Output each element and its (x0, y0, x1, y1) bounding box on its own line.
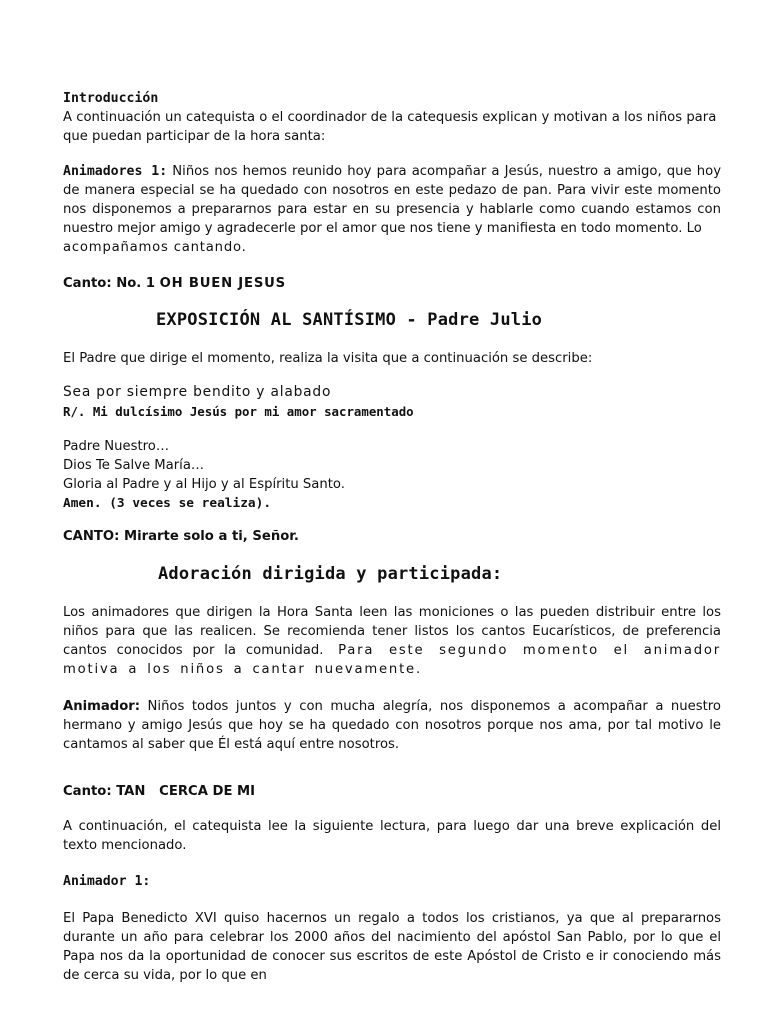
exposicion-verse-block (63, 383, 721, 421)
intro-section (63, 89, 721, 146)
canto3-line: Canto: TAN CERCA DE MI (63, 784, 256, 799)
adoracion-text: Los animadores que dirigen la Hora Santa leen las moniciones o las pueden distribuir entre los niños para que las realicen. Se recomienda tener listos los cantos Eucarísticos, de preferencia cantos conocidos por la comunidad. (63, 605, 721, 658)
adoracion-text-spaced: Para este segundo momento el animador motiva a los niños a cantar nuevamente. (63, 643, 721, 677)
benedicto-paragraph: El Papa Benedicto XVI quiso hacernos un regalo a todos los cristianos, ya que al prepararnos durante un año para celebrar los 2000 años del nacimiento del apóstol San Pablo, por lo que el Papa nos da la oportunidad de conocer sus escritos de este Apóstol de Cristo e ir conociendo más de cerca su vida, por lo que en (63, 911, 721, 983)
canto1-label: Canto: No. 1 (63, 276, 160, 291)
canto2-line: CANTO: Mirarte solo a ti, Señor. (63, 529, 299, 544)
animadores1-label: Animadores 1: (63, 164, 168, 179)
intro-title: Introducción (63, 91, 159, 106)
canto1-title: OH BUEN JESUS (159, 276, 286, 291)
exposicion-verse: Sea por siempre bendito y alabado (63, 384, 332, 400)
animador-label: Animador: (63, 699, 141, 714)
prayers-block (63, 437, 721, 513)
exposicion-heading: EXPOSICIÓN AL SANTÍSIMO - Padre Julio (156, 310, 543, 330)
lectura-paragraph: A continuación, el catequista lee la siguiente lectura, para luego dar una breve explicación del texto mencionado. (63, 819, 721, 853)
exposicion-response: R/. Mi dulcísimo Jesús por mi amor sacramentado (63, 404, 414, 419)
intro-text: A continuación un catequista o el coordinador de la catequesis explican y motivan a los niños para que puedan participar de la hora santa: (63, 110, 717, 144)
animador-text: Niños todos juntos y con mucha alegría, nos disponemos a acompañar a nuestro hermano y amigo Jesús que hoy se ha quedado con nosotros porque nos ama, por tal motivo le cantamos al saber que Él está aquí entre nosotros. (63, 699, 721, 752)
animadores1-text: Niños nos hemos reunido hoy para acompañar a Jesús, nuestro a amigo, que hoy de manera especial se ha quedado con nosotros en este pedazo de pan. Para vivir este momento nos disponemos a prepararnos para estar en su presencia y hablarle como cuando estamos con nuestro mejor amigo y agradecerle por el amor que nos tiene y manifiesta en todo momento. Lo (63, 164, 721, 236)
exposicion-intro: El Padre que dirige el momento, realiza la visita que a continuación se describe: (63, 351, 593, 366)
prayer-item: Gloria al Padre y al Hijo y al Espíritu Santo. (63, 477, 345, 492)
prayer-item: Dios Te Salve María… (63, 458, 205, 473)
adoracion-paragraph (63, 603, 721, 679)
animadores1-tail: acompañamos cantando. (63, 240, 247, 255)
prayer-item: Padre Nuestro… (63, 439, 170, 454)
adoracion-heading: Adoración dirigida y participada: (158, 564, 503, 584)
animador-paragraph (63, 697, 721, 754)
canto1-line (63, 274, 721, 293)
amen-line: Amen. (3 veces se realiza). (63, 496, 272, 511)
animador1-label: Animador 1: (63, 874, 151, 889)
animadores1-paragraph (63, 162, 721, 257)
